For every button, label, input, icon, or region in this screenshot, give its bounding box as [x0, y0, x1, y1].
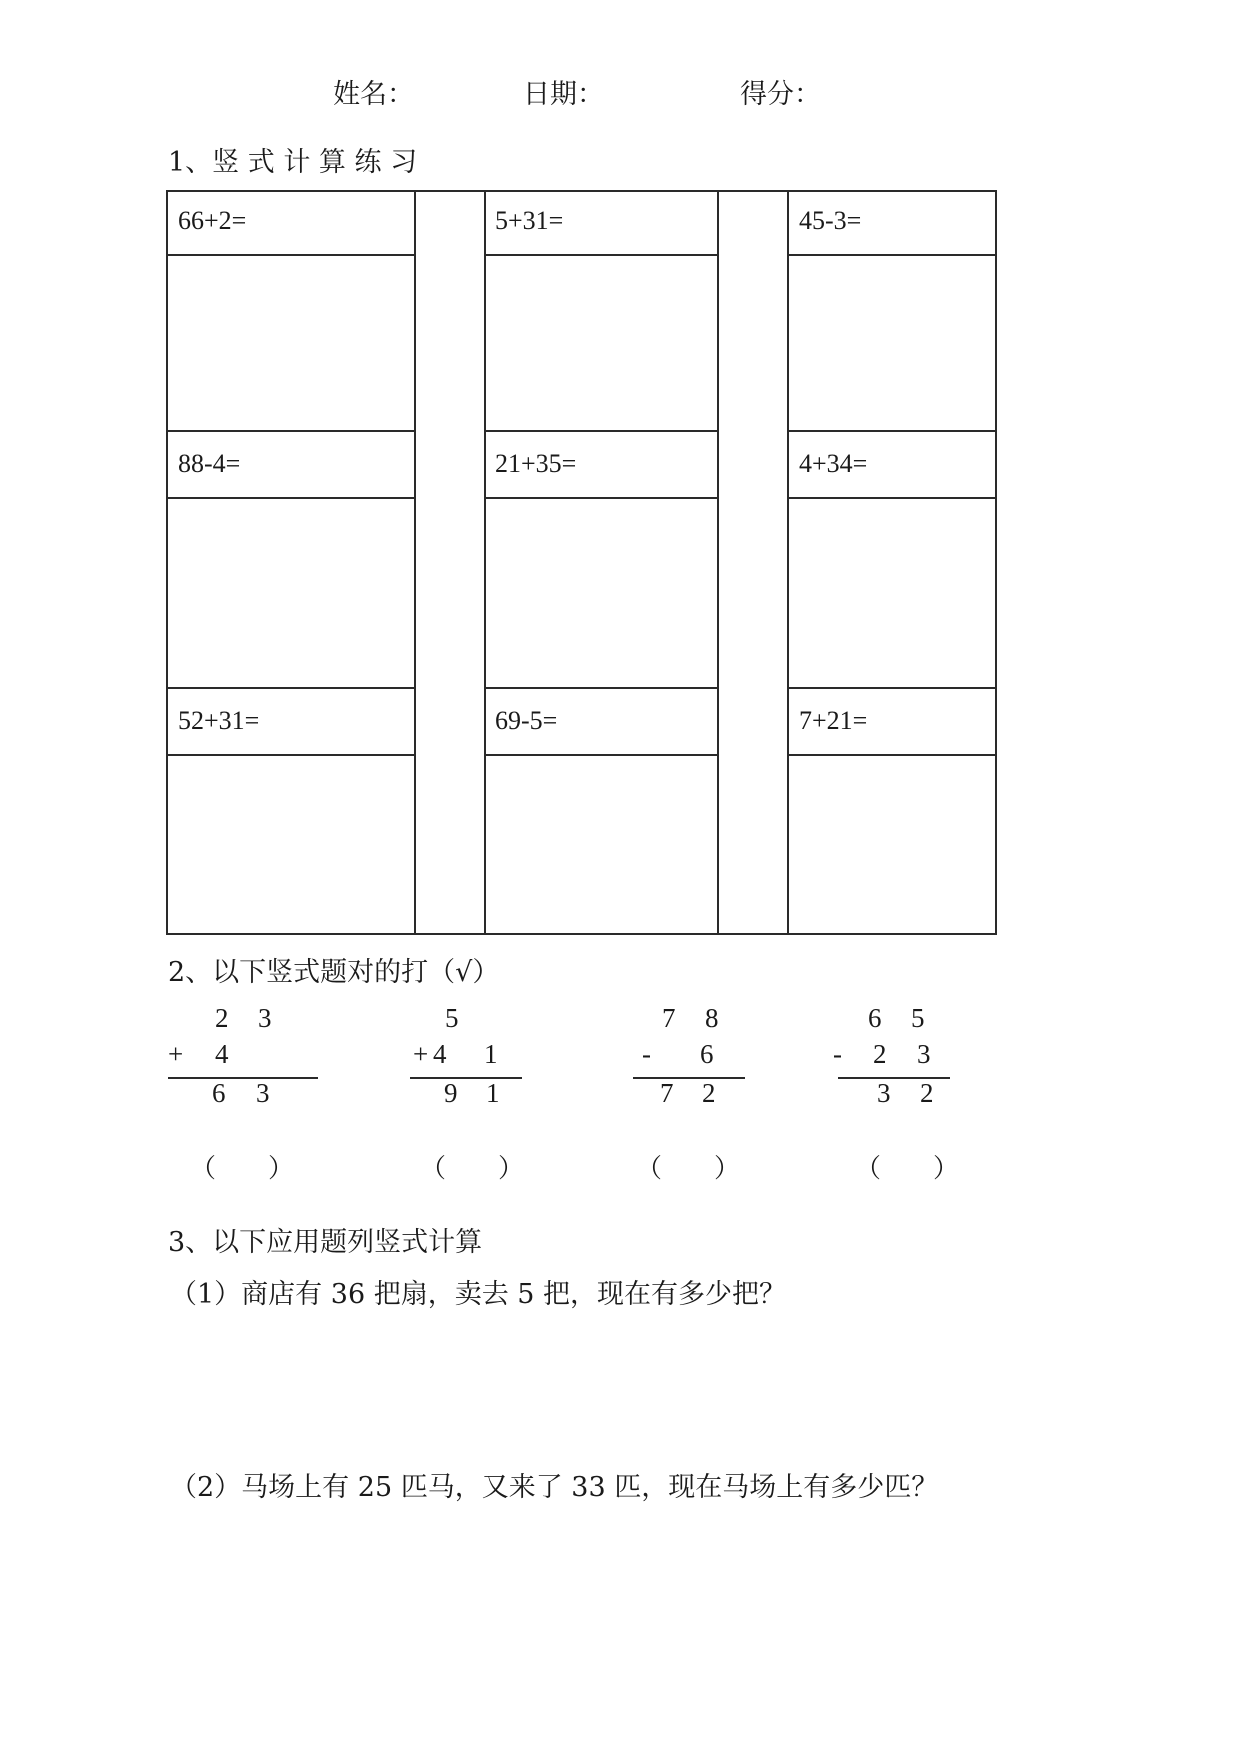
score-label: 得分：: [740, 79, 821, 110]
row-divider: [787, 687, 997, 689]
digit: 2: [873, 1039, 887, 1069]
answer-parentheses[interactable]: （ ）: [190, 1154, 295, 1184]
date-label: 日期：: [523, 79, 604, 110]
problem-r2-c3: 4+34=: [799, 449, 868, 478]
digit: 8: [705, 1003, 719, 1033]
row-divider: [787, 430, 997, 432]
digit: 3: [917, 1039, 931, 1069]
row-divider: [787, 254, 997, 256]
grid-spacer-1: [414, 190, 486, 935]
digit: 3: [877, 1078, 891, 1108]
digit: 7: [662, 1003, 676, 1033]
word-problem-1: （1）商店有 36 把扇，卖去 5 把，现在有多少把？: [170, 1279, 787, 1310]
row-divider: [484, 430, 719, 432]
row-divider: [787, 754, 997, 756]
problem-r2-c2: 21+35=: [495, 449, 577, 478]
section1-title: 1、竖 式 计 算 练 习: [168, 147, 418, 178]
operator: -: [642, 1039, 651, 1069]
digit: 1: [484, 1039, 498, 1069]
problem-r1-c1: 66+2=: [178, 206, 247, 235]
problem-r1-c2: 5+31=: [495, 206, 564, 235]
section2-title: 2、以下竖式题对的打（√）: [168, 957, 500, 988]
section3-title: 3、以下应用题列竖式计算: [168, 1227, 483, 1258]
digit: 5: [445, 1003, 459, 1033]
sum-line: [633, 1077, 745, 1079]
row-divider: [166, 497, 416, 499]
problem-r3-c1: 52+31=: [178, 706, 260, 735]
answer-parentheses[interactable]: （ ）: [420, 1154, 525, 1184]
problem-r3-c3: 7+21=: [799, 706, 868, 735]
word-problem-2: （2）马场上有 25 匹马，又来了 33 匹，现在马场上有多少匹？: [170, 1472, 939, 1503]
operator: -: [833, 1039, 842, 1069]
row-divider: [166, 754, 416, 756]
sum-line: [410, 1077, 522, 1079]
grid-column-2: [484, 190, 719, 935]
row-divider: [166, 254, 416, 256]
digit: 2: [215, 1003, 229, 1033]
digit: 6: [868, 1003, 882, 1033]
digit: 6: [212, 1078, 226, 1108]
problem-r3-c2: 69-5=: [495, 706, 558, 735]
digit: 3: [258, 1003, 272, 1033]
digit: 6: [700, 1039, 714, 1069]
row-divider: [484, 687, 719, 689]
sum-line: [168, 1077, 318, 1079]
digit: 4: [215, 1039, 229, 1069]
digit: 2: [702, 1078, 716, 1108]
grid-column-1: [166, 190, 416, 935]
operator: +: [168, 1039, 184, 1069]
digit: 5: [911, 1003, 925, 1033]
answer-parentheses[interactable]: （ ）: [855, 1154, 960, 1184]
operator: +: [413, 1039, 429, 1069]
digit: 9: [444, 1078, 458, 1108]
grid-column-3: [787, 190, 997, 935]
problem-r1-c3: 45-3=: [799, 206, 862, 235]
row-divider: [484, 254, 719, 256]
digit: 2: [920, 1078, 934, 1108]
row-divider: [787, 497, 997, 499]
grid-spacer-2: [717, 190, 789, 935]
digit: 4: [433, 1039, 447, 1069]
row-divider: [166, 430, 416, 432]
row-divider: [166, 687, 416, 689]
digit: 7: [660, 1078, 674, 1108]
problem-r2-c1: 88-4=: [178, 449, 241, 478]
row-divider: [484, 754, 719, 756]
digit: 3: [256, 1078, 270, 1108]
row-divider: [484, 497, 719, 499]
name-label: 姓名：: [333, 79, 414, 110]
digit: 1: [486, 1078, 500, 1108]
answer-parentheses[interactable]: （ ）: [636, 1154, 741, 1184]
